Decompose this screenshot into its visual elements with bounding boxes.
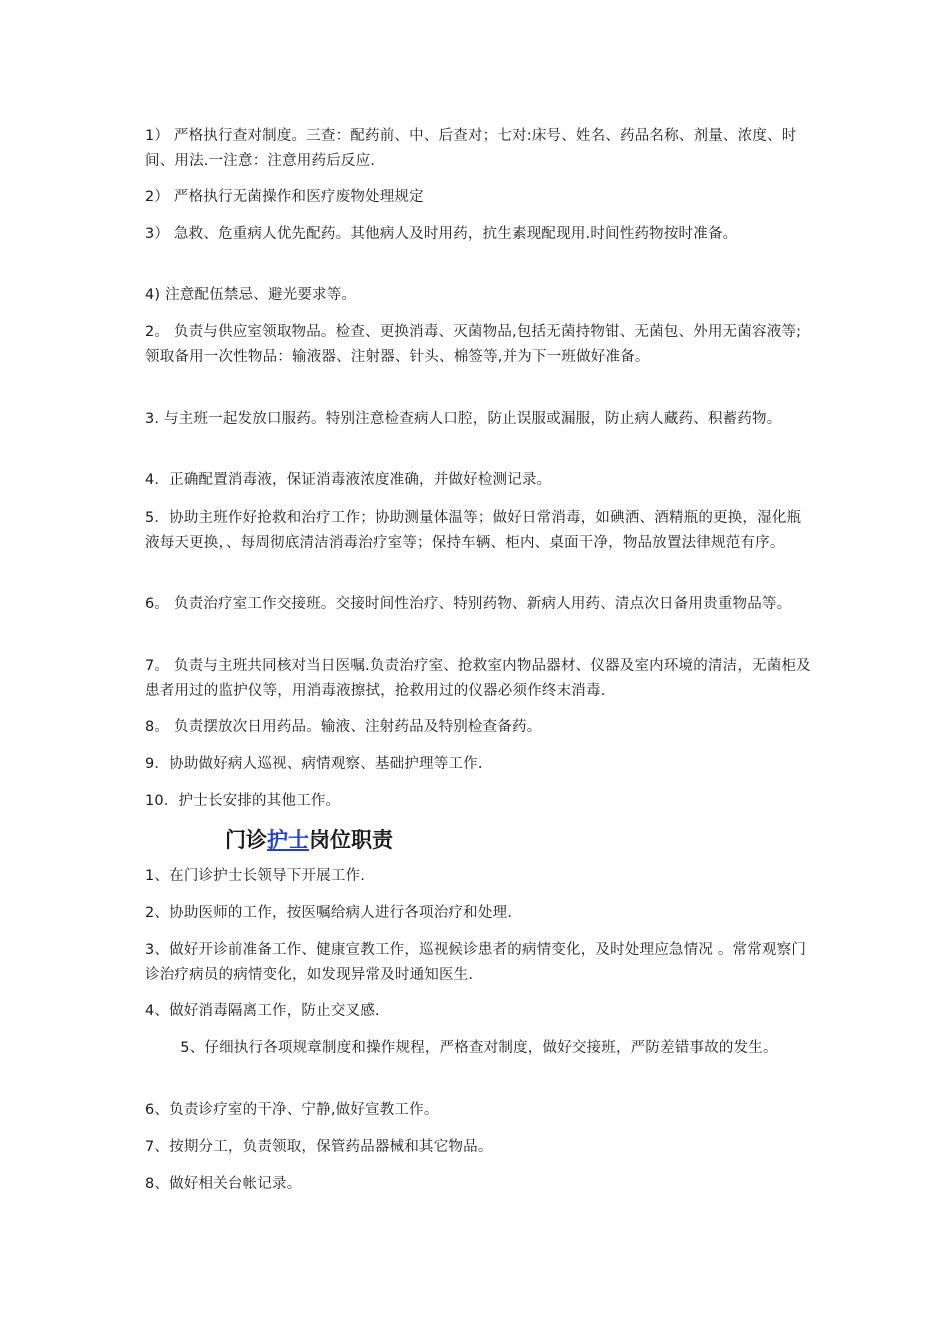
- paragraph-12: 9．协助做好病人巡视、病情观察、基础护理等工作.: [145, 756, 483, 772]
- duty-5: 5、仔细执行各项规章制度和操作规程，严格查对制度，做好交接班，严防差错事故的发生。: [180, 1040, 778, 1056]
- paragraph-5: 2。 负责与供应室领取物品。检查、更换消毒、灭菌物品,包括无菌持物钳、无菌包、外用无菌容液等;领取备用一次性物品：输液器、注射器、针头、棉签等,并为下一班做好准备。: [145, 324, 802, 365]
- duty-8: 8、做好相关台帐记录。: [145, 1176, 302, 1192]
- paragraph-10: 7。 负责与主班共同核对当日医嘱.负责治疗室、抢救室内物品器材、仪器及室内环境的清洁，无菌柜及患者用过的监护仪等，用消毒液擦拭，抢救用过的仪器必须作终末消毒.: [145, 658, 811, 699]
- title-link-nurse[interactable]: 护士: [267, 828, 309, 852]
- paragraph-9: 6。 负责治疗室工作交接班。交接时间性治疗、特别药物、新病人用药、清点次日备用贵重物品等。: [145, 596, 792, 612]
- paragraph-11: 8。 负责摆放次日用药品。输液、注射药品及特别检查备药。: [145, 719, 542, 735]
- section-title: [225, 826, 393, 854]
- duty-4: 4、做好消毒隔离工作，防止交叉感.: [145, 1003, 380, 1019]
- paragraph-13: 10．护士长安排的其他工作。: [145, 793, 341, 809]
- title-prefix: 门诊: [225, 828, 267, 852]
- duty-1: 1、在门诊护士长领导下开展工作.: [145, 868, 366, 884]
- paragraph-6: 3. 与主班一起发放口服药。特别注意检查病人口腔，防止误服或漏服，防止病人藏药、积蓄药物。: [145, 411, 782, 427]
- paragraph-1: 1） 严格执行查对制度。三查：配药前、中、后查对；七对:床号、姓名、药品名称、剂量、浓度、时间、用法.一注意：注意用药后反应.: [145, 128, 797, 169]
- paragraph-4: 4) 注意配伍禁忌、避光要求等。: [145, 287, 357, 303]
- paragraph-2: 2） 严格执行无菌操作和医疗废物处理规定: [145, 189, 424, 205]
- paragraph-7: 4．正确配置消毒液，保证消毒液浓度准确，并做好检测记录。: [145, 472, 552, 488]
- paragraph-3: 3） 急救、危重病人优先配药。其他病人及时用药，抗生素现配现用.时间性药物按时准备。: [145, 226, 738, 242]
- duty-6: 6、负责诊疗室的干净、宁静,做好宣教工作。: [145, 1102, 439, 1118]
- duty-3: 3、做好开诊前准备工作、健康宣教工作，巡视候诊患者的病情变化，及时处理应急情况 。常常观察门诊治疗病员的病情变化，如发现异常及时通知医生.: [145, 942, 807, 983]
- title-suffix: 岗位职责: [309, 828, 393, 852]
- paragraph-8: 5．协助主班作好抢救和治疗工作；协助测量体温等；做好日常消毒，如碘洒、酒精瓶的更换，湿化瓶液每天更换，、每周彻底清洁消毒治疗室等；保持车辆、柜内、桌面干净，物品放置法律规范有序。: [145, 510, 802, 551]
- duty-2: 2、协助医师的工作，按医嘱给病人进行各项治疗和处理.: [145, 905, 513, 921]
- duty-7: 7、按期分工，负责领取，保管药品器械和其它物品。: [145, 1139, 493, 1155]
